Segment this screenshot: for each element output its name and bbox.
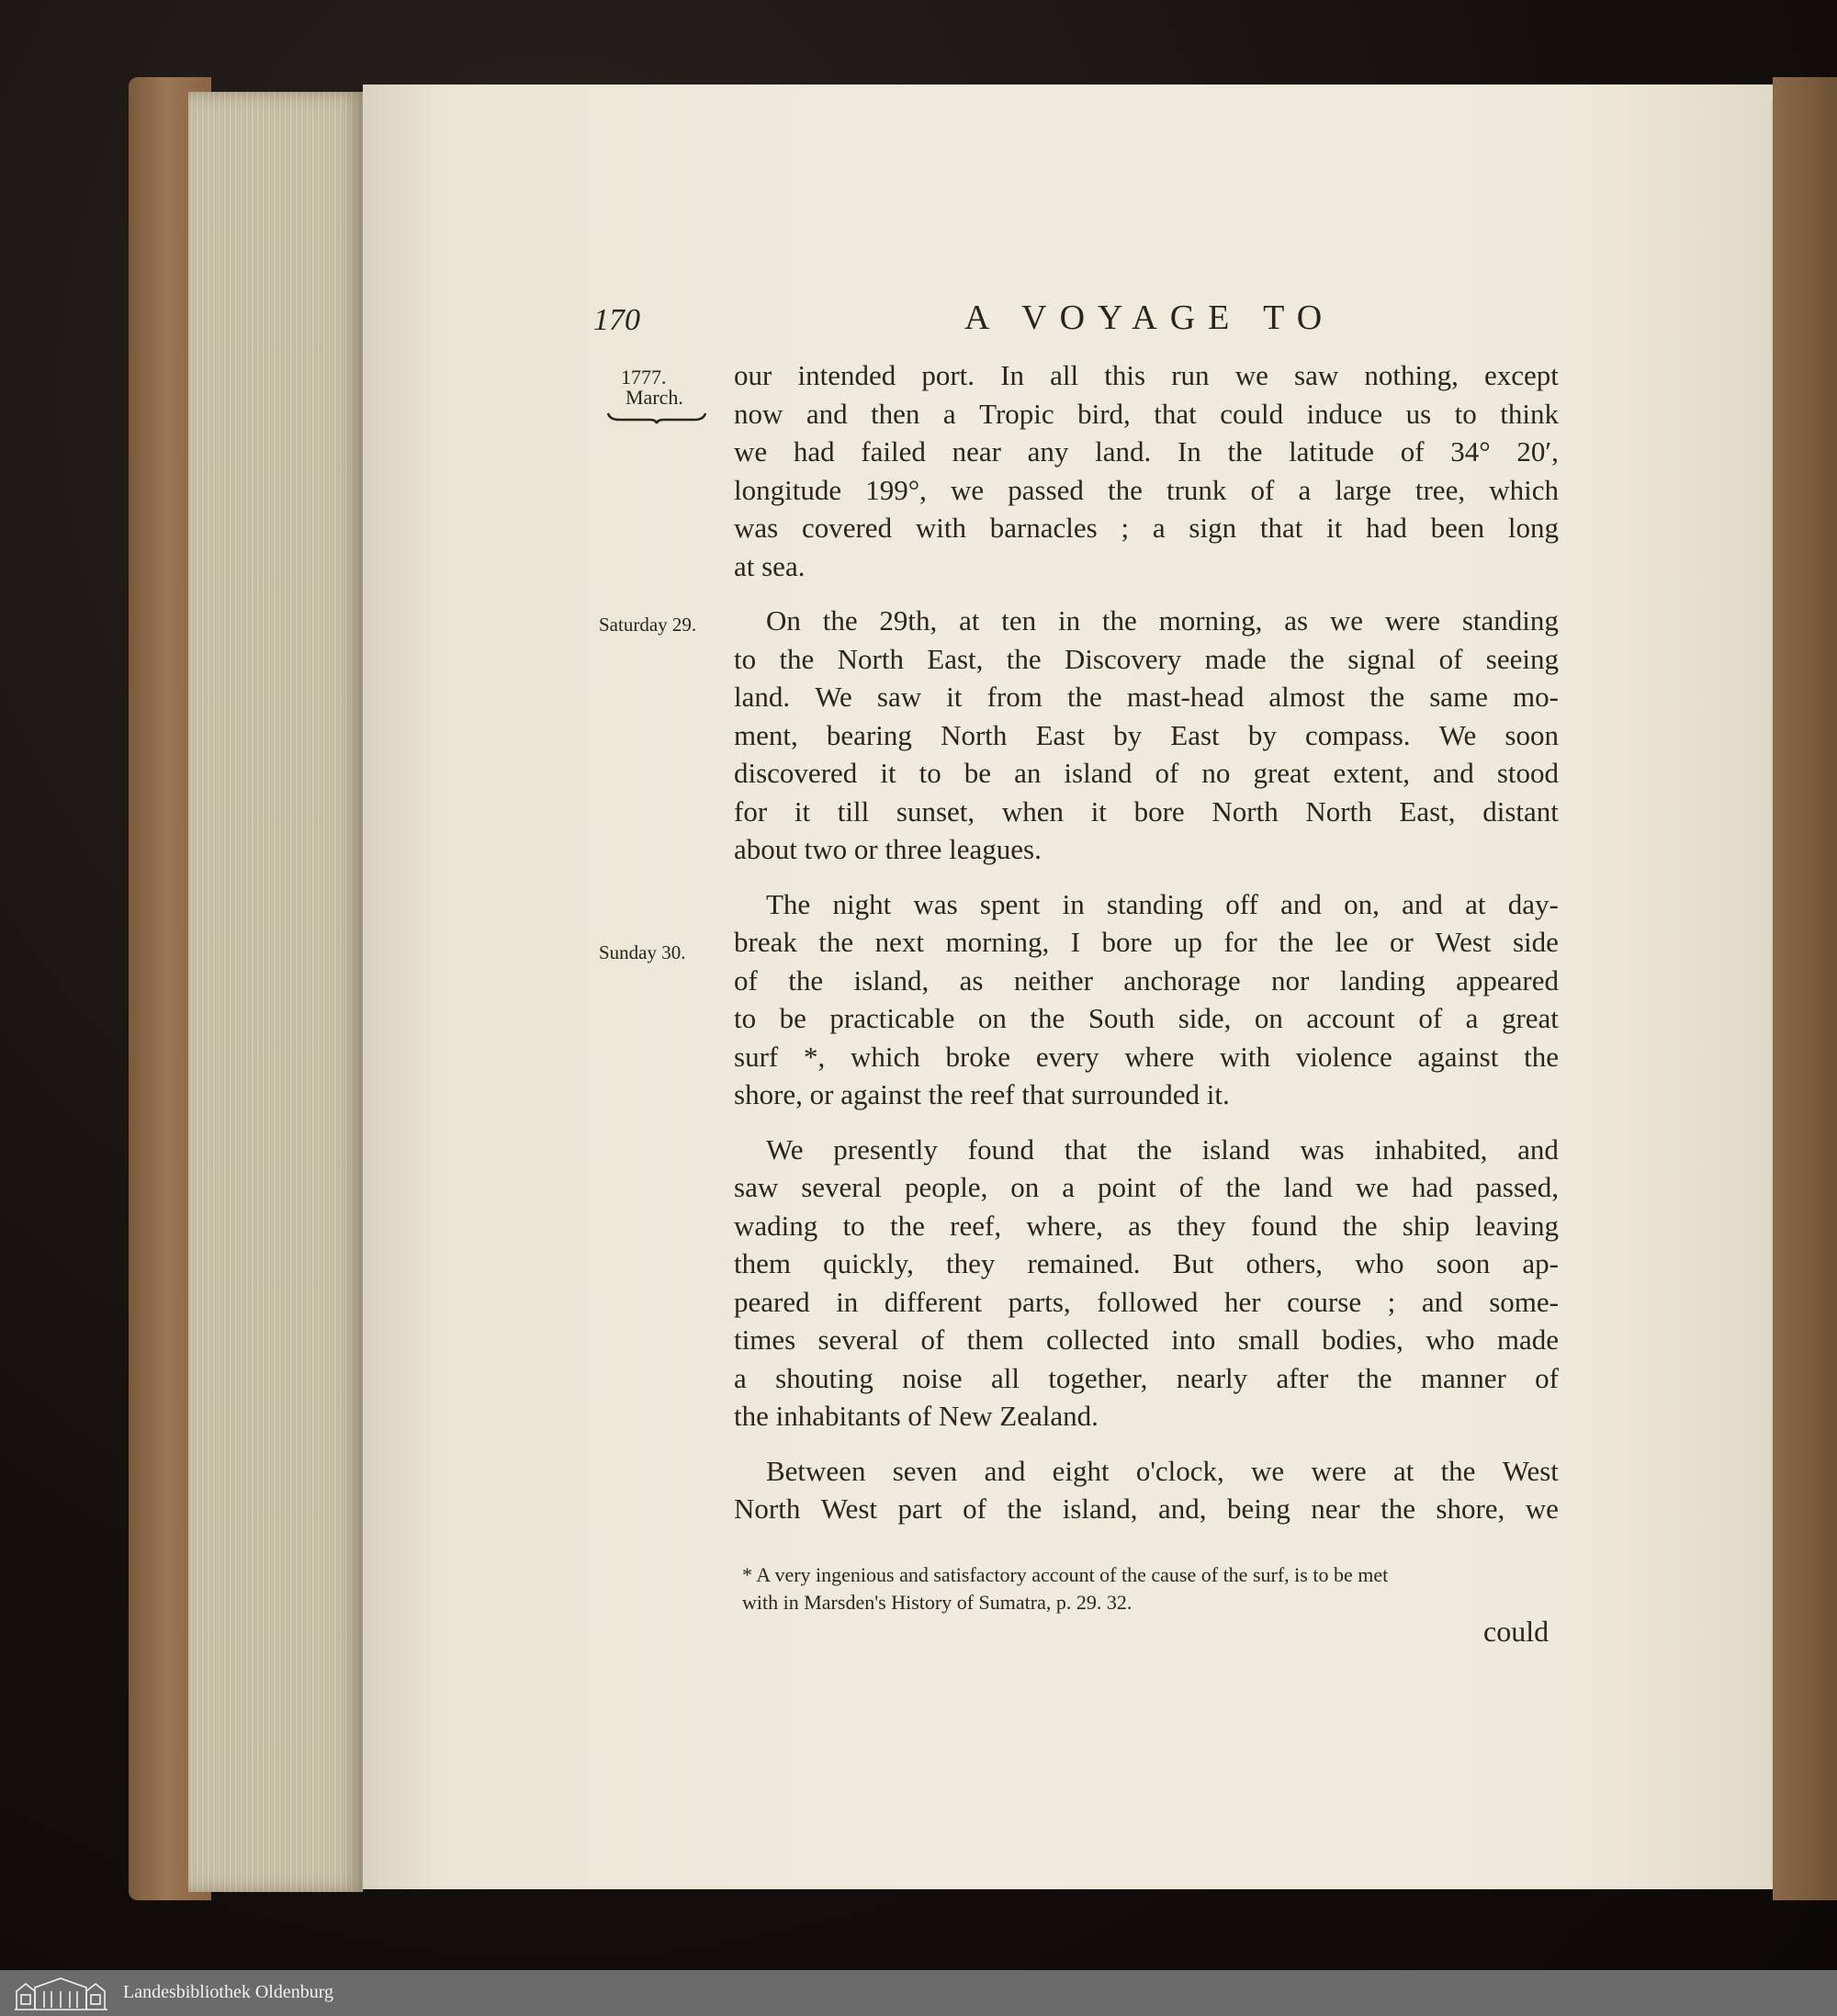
- page-number: 170: [593, 303, 640, 337]
- text-line: land. We saw it from the mast-head almost the same mo-: [734, 681, 1559, 713]
- text-line: Between seven and eight o'clock, we were at the West: [766, 1454, 1559, 1487]
- footnote-line: with in Marsden's History of Sumatra, p. 29. 32.: [742, 1591, 1133, 1614]
- book-cover-right: [1773, 77, 1837, 1900]
- footnote: [742, 1561, 1560, 1616]
- footer-label: Landesbibliothek Oldenburg: [123, 1982, 334, 2002]
- text-line: of the island, as neither anchorage nor landing appeared: [734, 963, 1559, 997]
- text-line: a shouting noise all together, nearly after the manner of: [734, 1361, 1559, 1394]
- margin-month: March.: [625, 386, 683, 409]
- margin-date-saturday: Saturday 29.: [599, 614, 697, 636]
- footnote-line: * A very ingenious and satisfactory account of the cause of the surf, is to be met: [742, 1563, 1389, 1586]
- paragraph: [734, 356, 1559, 585]
- text-line: our intended port. In all this run we saw nothing, except: [734, 359, 1559, 391]
- text-line: times several of them collected into small bodies, who made: [734, 1323, 1559, 1356]
- text-line: at sea.: [734, 549, 806, 582]
- catchword: could: [1483, 1615, 1550, 1648]
- paragraph: [734, 602, 1559, 869]
- text-line: now and then a Tropic bird, that could induce us to think: [734, 397, 1559, 430]
- page-edges: [188, 92, 363, 1892]
- body-text: [734, 356, 1559, 1528]
- text-line: was covered with barnacles ; a sign that it had been long: [734, 512, 1559, 544]
- text-line: discovered it to be an island of no great extent, and stood: [734, 757, 1559, 789]
- text-line: about two or three leagues.: [734, 833, 1042, 865]
- margin-brace-icon: [606, 411, 707, 424]
- text-line: to the North East, the Discovery made the signal of seeing: [734, 642, 1559, 675]
- text-line: shore, or against the reef that surrounded it.: [734, 1078, 1230, 1110]
- paragraph: [734, 1131, 1559, 1436]
- text-line: surf *, which broke every where with violence against the: [734, 1040, 1559, 1073]
- text-line: We presently found that the island was inhabited, and: [766, 1132, 1559, 1166]
- text-line: the inhabitants of New Zealand.: [734, 1400, 1099, 1432]
- text-line: them quickly, they remained. But others, who soon ap-: [734, 1247, 1559, 1279]
- text-line: peared in different parts, followed her course ; and some-: [734, 1285, 1559, 1318]
- paragraph: [734, 1452, 1559, 1528]
- margin-date-sunday: Sunday 30.: [599, 941, 686, 963]
- running-head: A VOYAGE TO: [964, 298, 1335, 337]
- text-line: longitude 199°, we passed the trunk of a large tree, which: [734, 473, 1559, 506]
- text-line: to be practicable on the South side, on account of a great: [734, 1002, 1559, 1034]
- text-line: The night was spent in standing off and on, and at day-: [766, 887, 1559, 920]
- text-line: wading to the reef, where, as they found the ship leaving: [734, 1209, 1559, 1242]
- text-line: On the 29th, at ten in the morning, as we were standing: [766, 604, 1559, 636]
- text-line: North West part of the island, and, being near the shore, we: [734, 1492, 1559, 1525]
- margin-year: 1777.: [621, 366, 667, 389]
- text-line: ment, bearing North East by East by compass. We soon: [734, 718, 1559, 751]
- text-line: break the next morning, I bore up for the lee or West side: [734, 926, 1559, 958]
- text-line: for it till sunset, when it bore North North East, distant: [734, 794, 1559, 828]
- library-building-icon: [13, 1975, 109, 2011]
- text-line: we had failed near any land. In the latitude of 34° 20′,: [734, 435, 1559, 467]
- text-line: saw several people, on a point of the land we had passed,: [734, 1171, 1559, 1203]
- paragraph: [734, 885, 1559, 1114]
